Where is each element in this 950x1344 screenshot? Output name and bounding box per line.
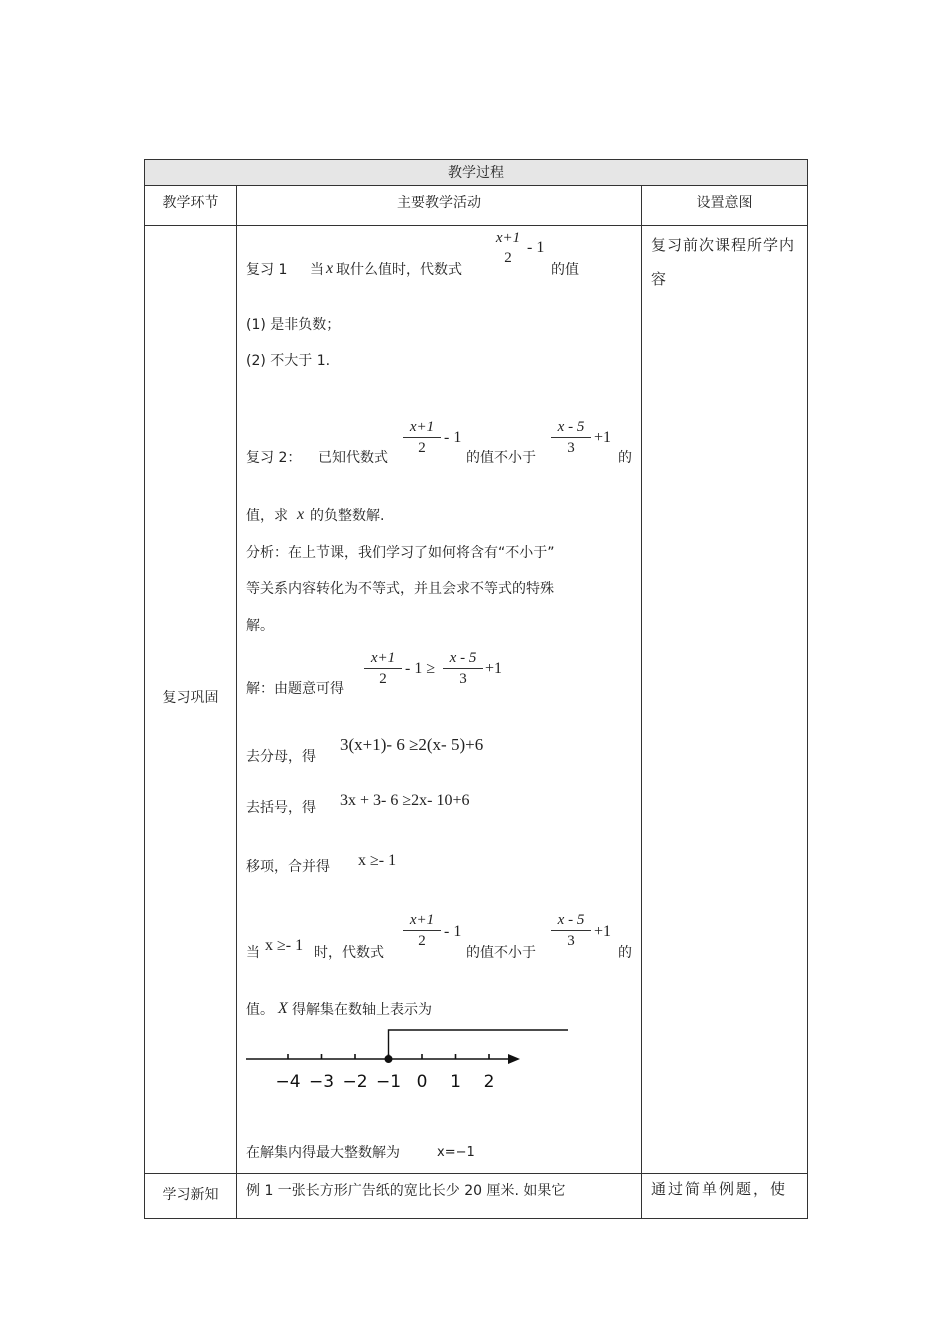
step2-expr: 3x + 3- 6 ≥2x- 10+6 (340, 792, 470, 809)
final-answer-b: x=−1 (437, 1145, 475, 1160)
tick-label: −3 (308, 1072, 335, 1092)
intent-new: 通过简单例题，使 (651, 1180, 788, 1198)
numline-label-b: 得解集在数轴上表示为 (292, 1002, 432, 1018)
table-border-top (144, 159, 808, 160)
solution-ineq-tail: +1 (485, 660, 503, 677)
review2-end: 的 (618, 450, 632, 466)
numline-label-a: 值。 (246, 1002, 274, 1018)
tick-label: −2 (342, 1072, 368, 1092)
example-1: 例 1 一张长方形广告纸的宽比长少 20 厘米. 如果它 (246, 1183, 566, 1199)
analysis-line-1: 分析：在上节课，我们学习了如何将含有“不小于” (246, 545, 555, 561)
conclusion-a: 当 (246, 945, 260, 961)
table-col-divider-2 (641, 185, 642, 1219)
review1-item2: (2) 不大于 1. (246, 353, 331, 369)
solution-fraction-1: x+1 2 (364, 649, 402, 688)
step3-expr: x ≥- 1 (358, 852, 397, 869)
intent-review: 复习前次课程所学内容 (651, 236, 796, 288)
conclusion-tail-2: +1 (594, 923, 612, 940)
conclusion-fraction-1: x+1 2 (403, 911, 441, 950)
step3-label: 移项，合并得 (246, 859, 330, 875)
final-answer-a: 在解集内得最大整数解为 (246, 1145, 400, 1161)
number-line-arrow (508, 1054, 520, 1064)
review2-fraction-2: x - 5 3 (551, 418, 591, 457)
table-line-title (144, 185, 808, 186)
number-line (240, 1020, 580, 1100)
review2-mid: 的值不小于 (466, 450, 536, 466)
review2-text: 已知代数式 (318, 450, 388, 466)
review1-prefix: 复习 1 (246, 262, 288, 278)
header-stage: 教学环节 (162, 195, 219, 211)
review1-tail: - 1 (527, 239, 545, 256)
step2-label: 去括号，得 (246, 800, 316, 816)
table-title: 教学过程 (448, 165, 504, 181)
stage-new: 学习新知 (162, 1187, 219, 1203)
conclusion-tail-1: - 1 (444, 923, 462, 940)
table-border-bottom (144, 1218, 808, 1219)
solution-ineq-mid: - 1 ≥ (405, 660, 436, 677)
analysis-line-3: 解。 (246, 618, 274, 634)
header-intent: 设置意图 (696, 195, 753, 211)
tick-label: 1 (450, 1072, 461, 1092)
review2-prefix: 复习 2： (246, 450, 302, 466)
tick-label: 2 (483, 1072, 495, 1092)
header-activity: 主要教学活动 (397, 195, 481, 211)
step1-label: 去分母，得 (246, 749, 316, 765)
review1-item1: (1) 是非负数； (246, 317, 341, 333)
table-line-row1 (144, 1173, 808, 1174)
solution-ray (389, 1030, 569, 1059)
review1-mid: 取什么值时，代数式 (336, 262, 462, 278)
solution-label: 解：由题意可得 (246, 681, 344, 697)
solution-endpoint (385, 1056, 392, 1063)
review1-when: 当 (310, 262, 324, 278)
review2-tail-2: +1 (594, 429, 612, 446)
review2-tail-1: - 1 (444, 429, 462, 446)
review2-fraction-1: x+1 2 (403, 418, 441, 457)
conclusion-mid: 的值不小于 (466, 945, 536, 961)
tick-label: −4 (275, 1072, 301, 1092)
table-line-header (144, 225, 808, 226)
review1-suffix: 的值 (551, 262, 579, 278)
table-col-divider-1 (236, 185, 237, 1219)
review1-var: x (326, 260, 334, 277)
solution-fraction-2: x - 5 3 (443, 649, 483, 688)
tick-label: −1 (375, 1072, 402, 1092)
review2-line2-var: x (297, 506, 305, 523)
stage-review: 复习巩固 (162, 690, 219, 706)
review2-line2-b: 的负整数解. (310, 508, 385, 524)
analysis-line-2: 等关系内容转化为不等式，并且会求不等式的特殊 (246, 581, 554, 597)
conclusion-fraction-2: x - 5 3 (551, 911, 591, 950)
conclusion-x: x ≥- 1 (265, 937, 304, 954)
table-border-right (807, 159, 808, 1219)
review1-fraction: x+1 2 (495, 230, 521, 266)
conclusion-end: 的 (618, 945, 632, 961)
step1-expr: 3(x+1)- 6 ≥2(x- 5)+6 (340, 735, 484, 754)
review2-line2-a: 值，求 (246, 508, 288, 524)
tick-label: 0 (416, 1072, 428, 1092)
conclusion-b: 时，代数式 (314, 945, 384, 961)
numline-label-var: X (278, 1000, 288, 1017)
